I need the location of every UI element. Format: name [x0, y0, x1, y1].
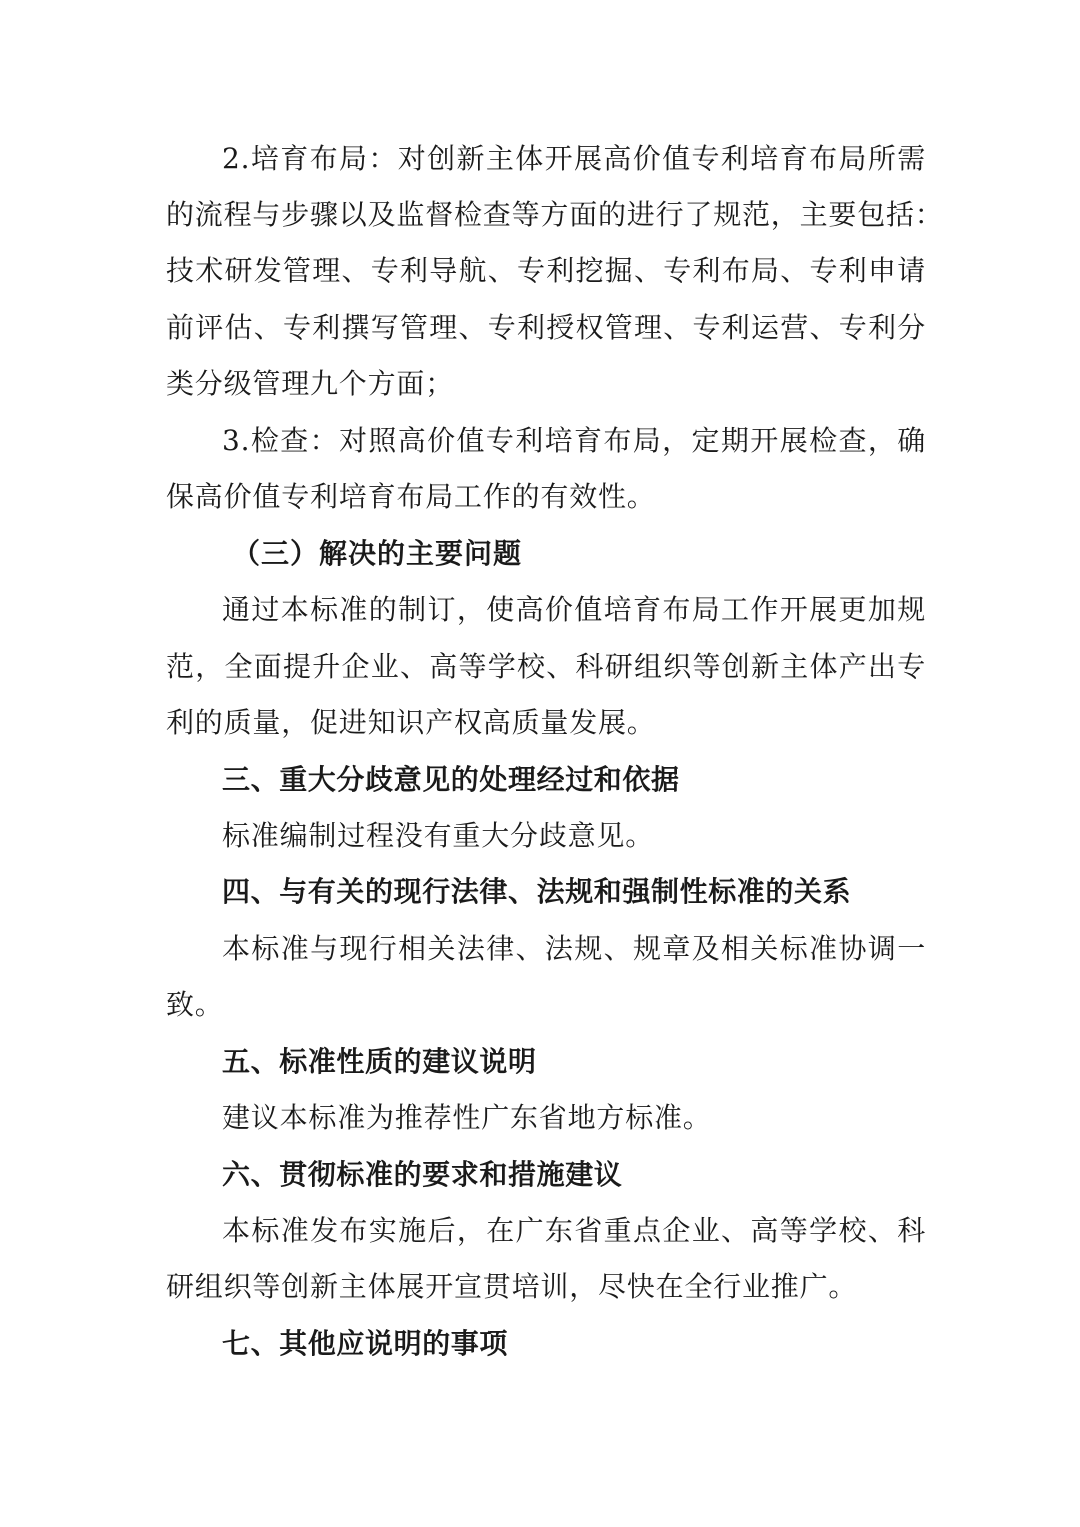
subsection-3-heading: （三）解决的主要问题 — [232, 537, 523, 570]
subsection-3-line-1: 通过本标准的制订，使高价值培育布局工作开展更加规 — [222, 593, 926, 626]
section-6-heading: 六、贯彻标准的要求和措施建议 — [222, 1158, 623, 1191]
section-6-line-1: 本标准发布实施后，在广东省重点企业、高等学校、科 — [222, 1214, 926, 1247]
item-2-line-4: 前评估、专利撰写管理、专利授权管理、专利运营、专利分 — [166, 311, 926, 344]
section-4-heading: 四、与有关的现行法律、法规和强制性标准的关系 — [222, 875, 852, 908]
item-2-line-5: 类分级管理九个方面； — [166, 367, 455, 400]
section-4-line-2: 致。 — [166, 988, 224, 1021]
item-2-line-1: 2.培育布局：对创新主体开展高价值专利培育布局所需 — [222, 142, 926, 175]
section-7-heading: 七、其他应说明的事项 — [222, 1327, 509, 1360]
section-3-heading: 三、重大分歧意见的处理经过和依据 — [222, 763, 680, 796]
section-5-heading: 五、标准性质的建议说明 — [222, 1045, 537, 1078]
subsection-3-line-2: 范，全面提升企业、高等学校、科研组织等创新主体产出专 — [166, 650, 926, 683]
section-6-line-2: 研组织等创新主体展开宣贯培训，尽快在全行业推广。 — [166, 1270, 858, 1303]
item-3-line-1: 3.检查：对照高价值专利培育布局，定期开展检查，确 — [222, 424, 926, 457]
item-3-line-2: 保高价值专利培育布局工作的有效性。 — [166, 480, 656, 513]
item-2-line-3: 技术研发管理、专利导航、专利挖掘、专利布局、专利申请 — [166, 254, 926, 287]
section-5-text: 建议本标准为推荐性广东省地方标准。 — [222, 1101, 712, 1134]
section-3-text: 标准编制过程没有重大分歧意见。 — [222, 819, 655, 852]
item-2-line-2: 的流程与步骤以及监督检查等方面的进行了规范，主要包括： — [166, 198, 944, 231]
section-4-line-1: 本标准与现行相关法律、法规、规章及相关标准协调一 — [222, 932, 926, 965]
subsection-3-line-3: 利的质量，促进知识产权高质量发展。 — [166, 706, 656, 739]
